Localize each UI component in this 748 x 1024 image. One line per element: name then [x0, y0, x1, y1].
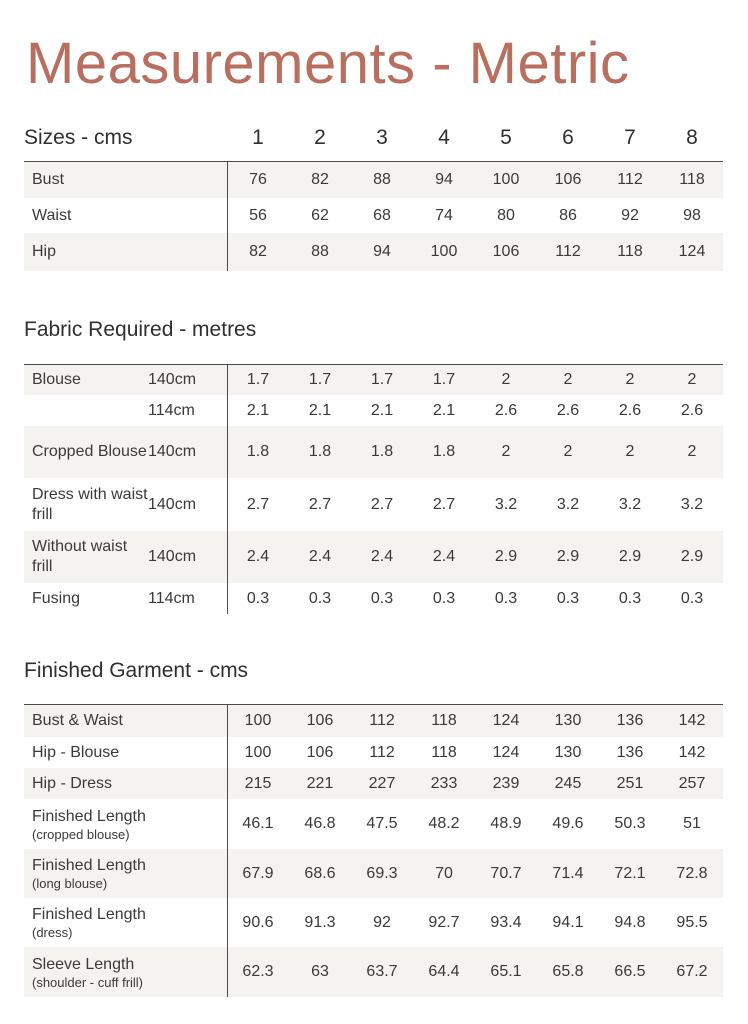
- table-cell: 2.7: [308, 495, 332, 513]
- table-cell: 69.3: [366, 864, 398, 882]
- table-cell: 2.4: [246, 548, 270, 565]
- table-cell: 2.6: [618, 401, 642, 419]
- table-cell: 106: [306, 743, 334, 761]
- table-cell: 2.1: [246, 401, 270, 419]
- row-label: [32, 583, 150, 614]
- table-cell: 2.9: [618, 548, 642, 565]
- size-column-header: 3: [376, 126, 388, 149]
- table-row: [24, 849, 723, 898]
- table-cell: 51: [683, 815, 701, 832]
- fabric-divider: [227, 365, 228, 614]
- table-cell: 2: [501, 371, 511, 388]
- table-row: [24, 799, 723, 849]
- table-cell: 2.1: [308, 401, 332, 419]
- row-label-subtext: (shoulder - cuff frill): [32, 974, 144, 990]
- table-cell: 257: [678, 774, 706, 792]
- table-cell: 2: [501, 443, 511, 460]
- table-cell: 71.4: [552, 864, 584, 882]
- table-cell: 66.5: [614, 963, 646, 980]
- row-label: [32, 233, 150, 271]
- table-row: [24, 395, 723, 426]
- fabric-heading: Fabric Required - metres: [24, 318, 257, 341]
- table-cell: 106: [306, 712, 334, 729]
- table-cell: 70.7: [490, 864, 522, 882]
- table-cell: 92.7: [428, 913, 460, 931]
- table-cell: 63: [311, 963, 329, 980]
- table-cell: 0.3: [494, 589, 518, 607]
- table-cell: 65.1: [490, 963, 522, 980]
- table-cell: 1.7: [308, 371, 332, 388]
- table-row: [24, 531, 723, 583]
- table-cell: 47.5: [366, 815, 398, 832]
- row-label: [32, 849, 150, 898]
- table-cell: 62.3: [242, 963, 274, 980]
- table-cell: 3.2: [556, 495, 580, 513]
- finished-divider: [227, 705, 228, 997]
- table-cell: 63.7: [366, 963, 398, 980]
- table-cell: 82: [249, 243, 267, 260]
- table-cell: 0.3: [432, 589, 456, 607]
- table-cell: 124: [678, 243, 706, 260]
- row-label-text: Cropped Blouse: [32, 443, 147, 460]
- table-cell: 76: [249, 171, 267, 188]
- row-label-text: Hip - Blouse: [32, 743, 120, 761]
- table-cell: 2.6: [556, 401, 580, 419]
- table-cell: 1.7: [432, 371, 456, 388]
- table-cell: 94: [435, 171, 453, 188]
- table-cell: 56: [249, 206, 267, 224]
- table-cell: 112: [369, 712, 395, 729]
- table-cell: 239: [492, 774, 520, 792]
- table-cell: 100: [492, 171, 520, 188]
- table-cell: 142: [678, 712, 706, 729]
- row-label: [32, 478, 150, 531]
- table-cell: 48.2: [428, 815, 460, 832]
- size-column-header: 6: [562, 126, 574, 149]
- table-cell: 70: [435, 864, 453, 882]
- row-label-text: Blouse: [32, 371, 81, 388]
- table-cell: 64.4: [428, 963, 460, 980]
- table-cell: 72.8: [676, 864, 708, 882]
- table-cell: 130: [554, 743, 582, 761]
- table-cell: 1.7: [370, 371, 394, 388]
- row-label-subtext: (long blouse): [32, 876, 108, 891]
- table-cell: 3.2: [680, 495, 704, 513]
- table-cell: 100: [244, 712, 272, 729]
- table-cell: 88: [311, 243, 329, 260]
- row-label: [32, 162, 150, 198]
- table-row: [24, 198, 723, 233]
- table-cell: 118: [431, 743, 457, 761]
- table-cell: 67.9: [242, 864, 274, 882]
- row-label-text: Hip: [32, 243, 57, 260]
- table-cell: 88: [373, 171, 391, 188]
- table-cell: 2.9: [494, 548, 518, 565]
- table-cell: 62: [311, 206, 329, 224]
- size-column-header: 7: [624, 126, 636, 149]
- table-cell: 67.2: [676, 963, 708, 980]
- table-cell: 2.7: [432, 495, 456, 513]
- row-label: [32, 947, 150, 997]
- table-cell: 136: [616, 712, 644, 729]
- table-cell: 2: [563, 371, 573, 388]
- table-cell: 245: [554, 774, 582, 792]
- table-cell: 94: [373, 243, 391, 260]
- table-cell: 2.1: [370, 401, 394, 419]
- table-row: [24, 768, 723, 799]
- table-cell: 46.1: [242, 815, 274, 832]
- table-cell: 124: [492, 712, 520, 729]
- table-cell: 2: [563, 443, 573, 460]
- table-cell: 86: [559, 206, 577, 224]
- table-cell: 49.6: [552, 815, 584, 832]
- table-cell: 2.7: [370, 495, 394, 513]
- row-label: [32, 365, 150, 395]
- table-cell: 1.8: [370, 443, 394, 460]
- size-column-header: 8: [686, 126, 698, 149]
- table-row: [24, 737, 723, 768]
- table-cell: 100: [430, 243, 458, 260]
- table-cell: 130: [554, 712, 582, 729]
- table-cell: 2.9: [680, 548, 704, 565]
- row-label-text: Fusing: [32, 589, 81, 607]
- size-column-header: 5: [500, 126, 512, 149]
- table-cell: 3.2: [494, 495, 518, 513]
- table-cell: 93.4: [490, 913, 522, 931]
- table-row: [24, 426, 723, 478]
- table-cell: 1.8: [308, 443, 332, 460]
- table-cell: 48.9: [490, 815, 522, 832]
- table-cell: 2: [625, 443, 635, 460]
- table-cell: 68: [373, 206, 391, 224]
- row-label-text: Hip - Dress: [32, 774, 113, 792]
- row-label-subtext: (cropped blouse): [32, 826, 130, 842]
- table-cell: 1.8: [432, 443, 456, 460]
- table-cell: 233: [430, 774, 458, 792]
- row-label: [32, 799, 150, 849]
- table-cell: 65.8: [552, 963, 584, 980]
- table-cell: 2.6: [494, 401, 518, 419]
- row-label: [32, 426, 150, 478]
- table-cell: 1.7: [246, 371, 270, 388]
- table-cell: 118: [617, 243, 643, 260]
- fabric-width: 140cm: [148, 495, 197, 513]
- table-row: [24, 365, 723, 395]
- table-cell: 0.3: [308, 589, 332, 607]
- sizes-divider: [227, 162, 228, 271]
- table-cell: 227: [368, 774, 396, 792]
- table-row: [24, 583, 723, 614]
- table-cell: 90.6: [242, 913, 274, 931]
- row-label-text: Waist: [32, 206, 72, 224]
- table-cell: 2.4: [308, 548, 332, 565]
- table-cell: 0.3: [680, 589, 704, 607]
- table-cell: 106: [554, 171, 582, 188]
- table-cell: 221: [306, 774, 334, 792]
- fabric-width: 114cm: [148, 589, 195, 607]
- table-cell: 82: [311, 171, 329, 188]
- table-cell: 2.9: [556, 548, 580, 565]
- fabric-width: 140cm: [148, 443, 197, 460]
- table-cell: 91.3: [304, 913, 336, 931]
- table-cell: 142: [678, 743, 706, 761]
- table-cell: 1.8: [246, 443, 270, 460]
- row-label-text: Dress with waist frill: [32, 485, 148, 523]
- row-label: [32, 531, 150, 583]
- table-cell: 68.6: [304, 864, 336, 882]
- row-label: [32, 198, 150, 233]
- table-cell: 118: [431, 712, 457, 729]
- row-label-text: Sleeve Length: [32, 955, 135, 973]
- table-cell: 112: [617, 171, 643, 188]
- table-cell: 215: [244, 774, 272, 792]
- fabric-width: 140cm: [148, 548, 197, 565]
- table-row: [24, 898, 723, 947]
- table-row: [24, 233, 723, 271]
- row-label: [32, 737, 150, 768]
- sizes-heading: Sizes - cms: [24, 126, 133, 149]
- table-cell: 74: [435, 206, 453, 224]
- table-cell: 94.1: [552, 913, 584, 931]
- table-cell: 118: [679, 171, 705, 188]
- row-label-text: Without waist frill: [32, 538, 128, 575]
- table-cell: 2.7: [246, 495, 270, 513]
- fabric-width: 114cm: [148, 401, 195, 419]
- row-label-text: Bust: [32, 171, 65, 188]
- table-cell: 3.2: [618, 495, 642, 513]
- table-cell: 50.3: [614, 815, 646, 832]
- table-cell: 92: [373, 913, 391, 931]
- table-row: [24, 162, 723, 198]
- table-cell: 2: [687, 443, 697, 460]
- table-cell: 136: [616, 743, 644, 761]
- size-column-header: 1: [252, 126, 264, 149]
- row-label-text: Bust & Waist: [32, 712, 123, 729]
- table-cell: 94.8: [614, 913, 646, 931]
- table-cell: 251: [616, 774, 644, 792]
- table-row: [24, 947, 723, 997]
- table-cell: 72.1: [614, 864, 646, 882]
- row-label-text: Finished Length: [32, 807, 146, 825]
- table-cell: 124: [492, 743, 520, 761]
- table-cell: 98: [683, 206, 701, 224]
- table-cell: 2: [625, 371, 635, 388]
- table-cell: 2: [687, 371, 697, 388]
- table-cell: 0.3: [618, 589, 642, 607]
- fabric-width: 140cm: [148, 371, 197, 388]
- finished-heading: Finished Garment - cms: [24, 659, 249, 682]
- table-cell: 0.3: [556, 589, 580, 607]
- row-label: [32, 705, 150, 737]
- table-cell: 0.3: [370, 589, 394, 607]
- table-cell: 112: [369, 743, 395, 761]
- table-row: [24, 705, 723, 737]
- row-label-text: Finished Length: [32, 906, 146, 923]
- table-row: [24, 478, 723, 531]
- row-label-text: Finished Length: [32, 857, 146, 874]
- row-label: [32, 395, 150, 426]
- table-cell: 106: [492, 243, 520, 260]
- table-cell: 0.3: [246, 589, 270, 607]
- table-cell: 46.8: [304, 815, 336, 832]
- table-cell: 100: [244, 743, 272, 761]
- page-title: Measurements - Metric: [26, 31, 630, 96]
- size-column-header: 2: [314, 126, 326, 149]
- row-label: [32, 898, 150, 947]
- row-label-subtext: (dress): [32, 925, 73, 940]
- size-column-header: 4: [438, 126, 450, 149]
- table-cell: 2.4: [370, 548, 394, 565]
- row-label: [32, 768, 150, 799]
- table-cell: 112: [555, 243, 581, 260]
- table-cell: 2.1: [432, 401, 456, 419]
- table-cell: 80: [497, 206, 515, 224]
- table-cell: 2.4: [432, 548, 456, 565]
- table-cell: 2.6: [680, 401, 704, 419]
- table-cell: 95.5: [676, 913, 708, 931]
- table-cell: 92: [621, 206, 639, 224]
